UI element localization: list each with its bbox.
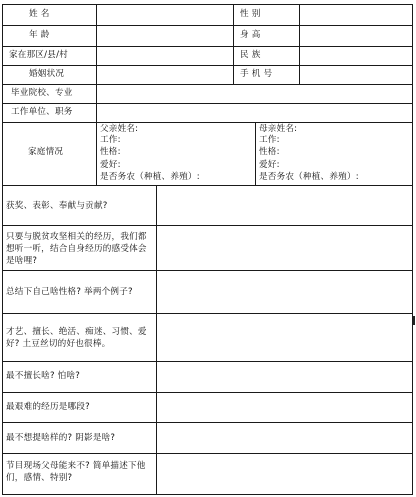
rule [2, 494, 413, 495]
label-work: 工作单位、职务 [11, 107, 73, 117]
question-poverty: 只要与脱贫攻坚相关的经历，我们都想听一听，结合自身经历的感受体会是啥哩? [6, 232, 147, 266]
rule [255, 122, 256, 185]
father-name: 父亲姓名: [100, 124, 139, 134]
rule [2, 313, 413, 314]
father-job: 工作: [100, 135, 121, 145]
rule [2, 361, 413, 362]
rule [2, 422, 413, 423]
label-school: 毕业院校、专业 [11, 88, 73, 98]
mother-farming: 是否务农（种植、养殖）: [259, 172, 359, 182]
label-marital: 婚姻状况 [29, 69, 65, 79]
question-awards: 获奖、表彰、奉献与贡献? [6, 201, 108, 211]
rule [2, 225, 413, 226]
rule [299, 4, 300, 84]
question-hardest: 最艰难的经历是哪段? [6, 402, 90, 412]
mother-name: 母亲姓名: [259, 124, 298, 134]
rule [2, 392, 413, 393]
info-form-table [2, 4, 413, 495]
question-personality: 总结下自己啥性格? 举两个例子? [6, 287, 133, 297]
rule [412, 4, 413, 495]
label-gender: 性 别 [240, 9, 261, 19]
father-personality: 性格: [100, 147, 121, 157]
rule [2, 25, 413, 26]
edge-mark [413, 316, 415, 325]
rule [2, 103, 413, 104]
rule [2, 453, 413, 454]
mother-hobby: 爱好: [259, 160, 280, 170]
label-ethnicity: 民 族 [240, 50, 261, 60]
rule [233, 4, 234, 84]
label-hometown: 家在那区/县/村 [9, 50, 68, 60]
rule [2, 4, 413, 5]
mother-job: 工作: [259, 135, 280, 145]
question-parents: 节目现场父母能来不? 简单描述下他们，感情、特别? [6, 461, 146, 483]
label-age: 年 龄 [29, 30, 50, 40]
father-hobby: 爱好: [100, 160, 121, 170]
question-talents: 才艺、擅长、绝活、痴迷、习惯、爱好? 土豆丝切的好也很棒。 [6, 327, 147, 349]
rule [2, 65, 413, 66]
rule [2, 185, 413, 186]
rule [2, 270, 413, 271]
rule [2, 122, 413, 123]
rule [96, 4, 97, 185]
question-shadow: 最不想提啥样的? 阴影是啥? [6, 433, 116, 443]
rule [2, 84, 413, 85]
rule [2, 46, 413, 47]
rule [156, 185, 157, 494]
rule [2, 4, 3, 495]
question-weakness: 最不擅长啥? 怕啥? [6, 371, 81, 381]
label-height: 身 高 [240, 30, 261, 40]
father-farming: 是否务农（种植、养殖）: [100, 172, 200, 182]
label-name: 姓 名 [29, 9, 50, 19]
mother-personality: 性格: [259, 147, 280, 157]
label-family: 家庭情况 [28, 147, 64, 157]
label-phone: 手 机 号 [240, 69, 273, 79]
